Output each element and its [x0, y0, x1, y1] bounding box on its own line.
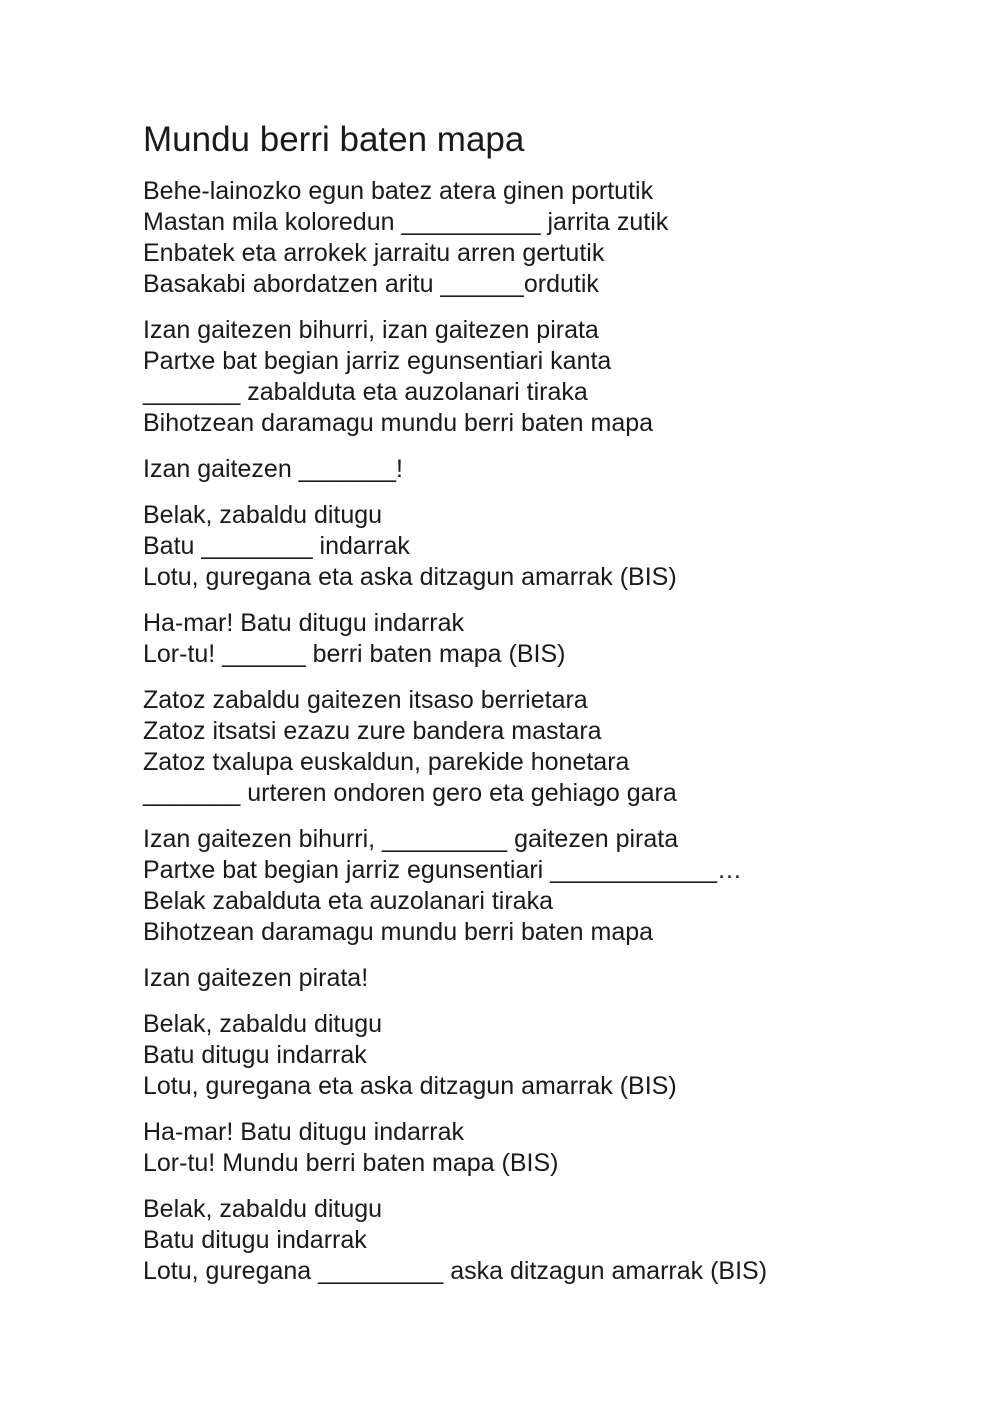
lyric-line: Lotu, guregana _________ aska ditzagun amarrak (BIS)	[143, 1257, 768, 1285]
lyric-line: Zatoz zabaldu gaitezen itsaso berrietara	[143, 686, 588, 714]
stanza	[143, 500, 963, 593]
stanza	[143, 685, 963, 809]
lyric-line: Zatoz txalupa euskaldun, parekide honetara	[143, 748, 630, 776]
stanza	[143, 176, 963, 300]
stanza	[143, 963, 963, 994]
stanza	[143, 315, 963, 439]
lyric-line: Izan gaitezen _______!	[143, 455, 403, 483]
lyric-line: Ha-mar! Batu ditugu indarrak	[143, 1118, 464, 1146]
lyric-line: Enbatek eta arrokek jarraitu arren gertutik	[143, 239, 605, 267]
lyric-line: _______ urteren ondoren gero eta gehiago gara	[143, 779, 677, 807]
lyric-line: Lotu, guregana eta aska ditzagun amarrak (BIS)	[143, 1072, 677, 1100]
lyrics-body	[143, 176, 963, 1287]
stanza	[143, 608, 963, 670]
lyric-line: Batu ditugu indarrak	[143, 1041, 367, 1069]
lyric-line: Bihotzean daramagu mundu berri baten mapa	[143, 409, 654, 437]
worksheet-page	[143, 118, 963, 1302]
lyric-line: Belak, zabaldu ditugu	[143, 501, 383, 529]
lyric-line: Izan gaitezen bihurri, izan gaitezen pirata	[143, 316, 599, 344]
lyric-line: Belak, zabaldu ditugu	[143, 1195, 383, 1223]
lyric-line: Belak zabalduta eta auzolanari tiraka	[143, 887, 553, 915]
lyric-line: Mastan mila koloredun __________ jarrita zutik	[143, 208, 669, 236]
lyric-line: Batu ________ indarrak	[143, 532, 410, 560]
lyric-line: Partxe bat begian jarriz egunsentiari ____________…	[143, 856, 743, 884]
stanza	[143, 454, 963, 485]
page-title: Mundu berri baten mapa	[143, 120, 525, 159]
stanza	[143, 1117, 963, 1179]
stanza	[143, 1194, 963, 1287]
lyric-line: Belak, zabaldu ditugu	[143, 1010, 383, 1038]
stanza	[143, 824, 963, 948]
lyric-line: _______ zabalduta eta auzolanari tiraka	[143, 378, 588, 406]
lyric-line: Izan gaitezen bihurri, _________ gaitezen pirata	[143, 825, 679, 853]
lyric-line: Batu ditugu indarrak	[143, 1226, 367, 1254]
lyric-line: Izan gaitezen pirata!	[143, 964, 369, 992]
lyric-line: Zatoz itsatsi ezazu zure bandera mastara	[143, 717, 602, 745]
lyric-line: Behe-lainozko egun batez atera ginen portutik	[143, 177, 654, 205]
stanza	[143, 1009, 963, 1102]
lyric-line: Bihotzean daramagu mundu berri baten mapa	[143, 918, 654, 946]
lyric-line: Lor-tu! ______ berri baten mapa (BIS)	[143, 640, 566, 668]
lyric-line: Basakabi abordatzen aritu ______ordutik	[143, 270, 599, 298]
lyric-line: Lor-tu! Mundu berri baten mapa (BIS)	[143, 1149, 559, 1177]
lyric-line: Partxe bat begian jarriz egunsentiari kanta	[143, 347, 612, 375]
lyric-line: Lotu, guregana eta aska ditzagun amarrak (BIS)	[143, 563, 677, 591]
lyric-line: Ha-mar! Batu ditugu indarrak	[143, 609, 464, 637]
